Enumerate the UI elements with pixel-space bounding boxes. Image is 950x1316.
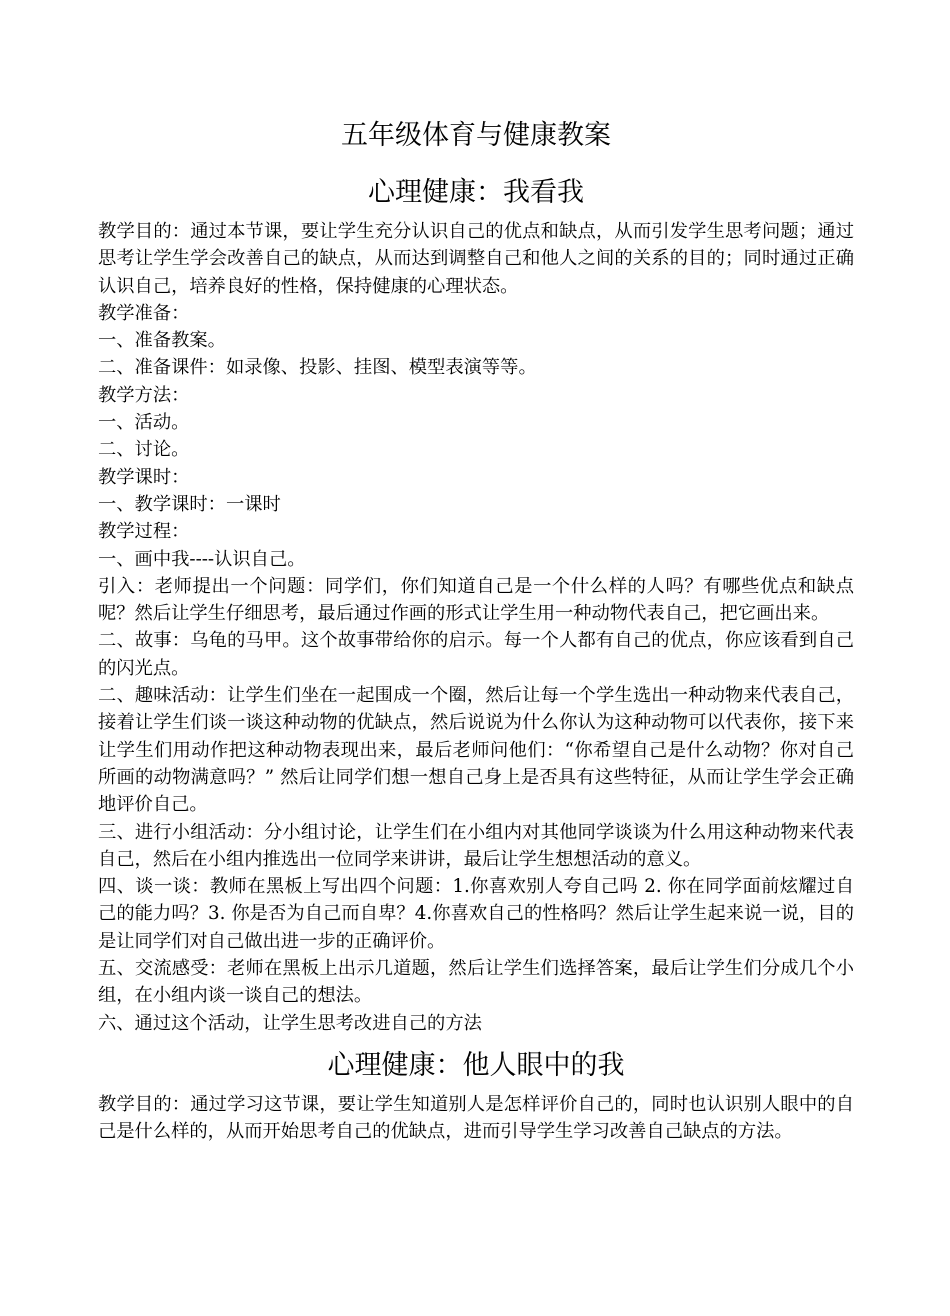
paragraph: 三、进行小组活动：分小组讨论，让学生们在小组内对其他同学谈谈为什么用这种动物来代表自己，然后在小组内推选出一位同学来讲讲，最后让学生想想活动的意义。: [98, 821, 854, 870]
section-title-others-view: 心理健康：他人眼中的我: [327, 1049, 625, 1081]
paragraph: 引入：老师提出一个问题：同学们，你们知道自己是一个什么样的人吗？有哪些优点和缺点呢？然后让学生仔细思考，最后通过作画的形式让学生用一种动物代表自己，把它画出来。: [98, 575, 854, 625]
paragraph: 二、趣味活动：让学生们坐在一起围成一个圈，然后让每一个学生选出一种动物来代表自己，接着让学生们谈一谈这种动物的优缺点，然后说说为什么你认为这种动物可以代表你，接下来让学生们用动作把这种动物表现出来，最后老师问他们：“你希望自己是什么动物？你对自己所画的动物满意吗？” 然后让同学们想一想自己身上是否具有这些特征，从而让学生学会正确地评价自己。: [98, 685, 854, 816]
paragraph: 二、讨论。: [98, 439, 190, 461]
paragraph: 一、准备教案。: [98, 330, 226, 352]
paragraph: 二、故事：乌龟的马甲。这个故事带给你的启示。每一个人都有自己的优点，你应该看到自己的闪光点。: [98, 630, 854, 679]
section-title-self-view: 心理健康：我看我: [368, 177, 584, 208]
paragraph: 四、谈一谈：教师在黑板上写出四个问题：1.你喜欢别人夸自己吗 2. 你在同学面前炫耀过自己的能力吗？3. 你是否为自己而自卑？4.你喜欢自己的性格吗？然后让学生起来说一说，目的是让同学们对自己做出进一步的正确评价。: [98, 876, 854, 952]
paragraph: 一、活动。: [98, 412, 190, 434]
paragraph: 教学目的：通过学习这节课，要让学生知道别人是怎样评价自己的，同时也认识别人眼中的自己是什么样的，从而开始思考自己的优缺点，进而引导学生学习改善自己缺点的方法。: [98, 1093, 854, 1143]
section-body-others-view: [98, 1091, 854, 1146]
paragraph: 教学目的：通过本节课，要让学生充分认识自己的优点和缺点，从而引发学生思考问题；通过思考让学生学会改善自己的缺点，从而达到调整自己和他人之间的关系的目的；同时通过正确认识自己，培养良好的性格，保持健康的心理状态。: [98, 221, 854, 297]
paragraph: 一、画中我----认识自己。: [98, 548, 306, 570]
document-page: [98, 110, 854, 1146]
section-body-self-view: [98, 218, 854, 1037]
paragraph: 一、教学课时：一课时: [98, 493, 281, 515]
paragraph: 教学方法：: [98, 384, 190, 406]
paragraph: 五、交流感受：老师在黑板上出示几道题，然后让学生们选择答案，最后让学生们分成几个小组，在小组内谈一谈自己的想法。: [98, 958, 854, 1007]
paragraph: 教学准备：: [98, 302, 190, 324]
paragraph: 教学课时：: [98, 466, 190, 488]
paragraph: 教学过程：: [98, 521, 190, 543]
document-title: 五年级体育与健康教案: [341, 120, 611, 151]
paragraph: 六、通过这个活动，让学生思考改进自己的方法: [98, 1012, 482, 1034]
paragraph: 二、准备课件：如录像、投影、挂图、模型表演等等。: [98, 357, 537, 379]
